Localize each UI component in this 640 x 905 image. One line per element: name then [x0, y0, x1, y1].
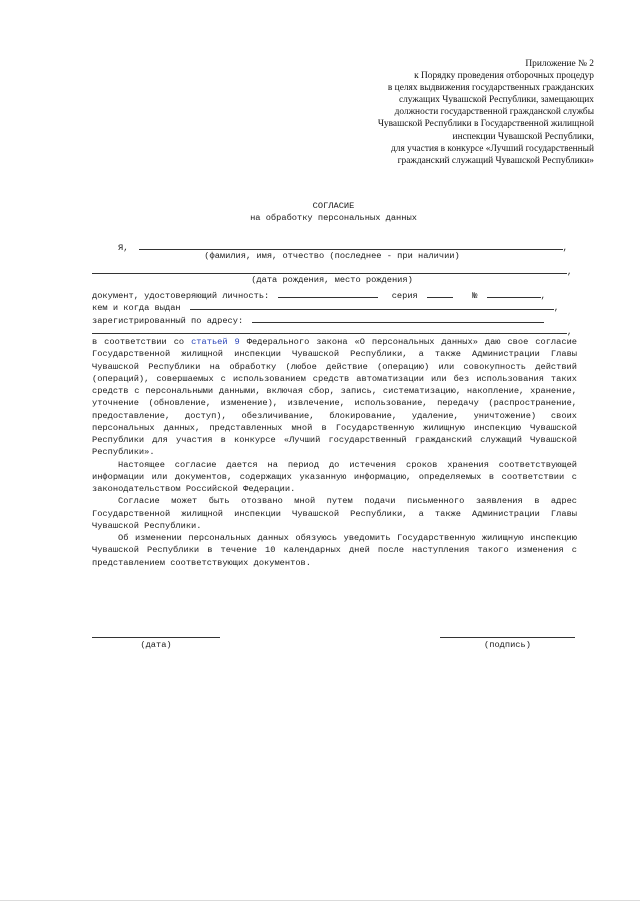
appendix-line: должности государственной гражданской службы — [394, 107, 594, 118]
p1-text-after: Федерального закона «О персональных данных» даю свое согласие Государственной жилищной инспекции Чувашской Республики, а также Администрации Главы Чувашской Республики на обработку (любое действие (операцию) или совокупность действий (операций), совершаемых с использованием средств автоматизации или без использования таких средств с персональными данными, включая сбор, запись, систематизацию, накопление, хранение, уточнение (обновление, изменение), извлечение, использование, передачу (распространение, предоставление, доступ), обезличивание, блокирование, удаление, уничтожение) своих персональных данных, представленных мной в Государственную жилищную инспекцию Чувашской Республики для участия в конкурсе «Лучший государственный гражданский служащий Чувашской Республики». — [92, 337, 577, 458]
document-line — [92, 288, 572, 300]
page-bottom-rule — [0, 900, 640, 901]
consent-paragraph-4: Об изменении персональных данных обязуюсь уведомить Государственную жилищную инспекцию Чувашской Республики в течение 10 календарных дней после наступления такого изменения с представлением соответствующих документов. — [92, 533, 577, 568]
appendix-line: служащих Чувашской Республики, замещающих — [398, 95, 594, 106]
issued-label: кем и когда выдан — [92, 303, 181, 313]
comma: , — [567, 267, 573, 277]
document-title — [92, 201, 575, 224]
issued-field[interactable] — [190, 300, 554, 310]
issued-line — [92, 300, 572, 312]
consent-paragraph-2: Настоящее согласие дается на период до истечения сроков хранения соответствующей информации или документов, содержащих указанную информацию, определяемых в соответствии с законодательством Российской Федерации. — [92, 459, 577, 494]
fio-field[interactable] — [139, 240, 563, 250]
appendix-header — [314, 58, 594, 167]
address-label: зарегистрированный по адресу: — [92, 316, 244, 326]
title-sub: на обработку персональных данных — [250, 212, 417, 223]
appendix-line: для участия в конкурсе «Лучший государственный — [391, 143, 594, 154]
consent-paragraph-1 — [92, 336, 577, 459]
p1-text-before: в соответствии со — [92, 337, 192, 347]
document-label: документ, удостоверяющий личность: — [92, 291, 270, 301]
law-article-link[interactable]: статьей 9 — [191, 337, 240, 347]
date-signature-line[interactable] — [92, 637, 220, 638]
birth-caption: (дата рождения, место рождения) — [251, 275, 413, 285]
comma: , — [562, 243, 568, 253]
number-field[interactable] — [487, 288, 541, 298]
number-label: № — [472, 291, 478, 301]
signature-caption: (подпись) — [484, 640, 531, 650]
appendix-line: в целях выдвижения государственных гражданских — [387, 83, 594, 94]
appendix-line: гражданский служащий Чувашской Республики» — [397, 155, 594, 166]
consent-body — [92, 336, 577, 569]
signature-line[interactable] — [440, 637, 575, 638]
i-label: Я, — [118, 243, 129, 253]
series-label: серия — [391, 291, 418, 301]
series-field[interactable] — [427, 288, 453, 298]
appendix-line: Чувашской Республики в Государственной жилищной — [377, 119, 594, 130]
birth-field[interactable] — [92, 264, 567, 274]
comma: , — [553, 303, 560, 313]
appendix-line: инспекции Чувашской Республики, — [452, 131, 594, 142]
appendix-line: к Порядку проведения отборочных процедур — [414, 71, 594, 82]
address-line-2 — [92, 324, 572, 336]
address-field-2[interactable] — [92, 324, 567, 334]
appendix-line: Приложение № 2 — [525, 59, 594, 69]
comma: , — [540, 291, 546, 301]
document-type-field[interactable] — [278, 288, 378, 298]
address-field[interactable] — [252, 313, 544, 323]
consent-paragraph-3: Согласие может быть отозвано мной путем подачи письменного заявления в адрес Государственной жилищной инспекции Чувашской Республики, а также Администрации Главы Чувашской Республики. — [92, 496, 577, 531]
fio-caption: (фамилия, имя, отчество (последнее - при наличии) — [204, 251, 460, 261]
comma: , — [567, 327, 573, 337]
title-main: СОГЛАСИЕ — [312, 201, 355, 211]
date-caption: (дата) — [140, 640, 172, 650]
